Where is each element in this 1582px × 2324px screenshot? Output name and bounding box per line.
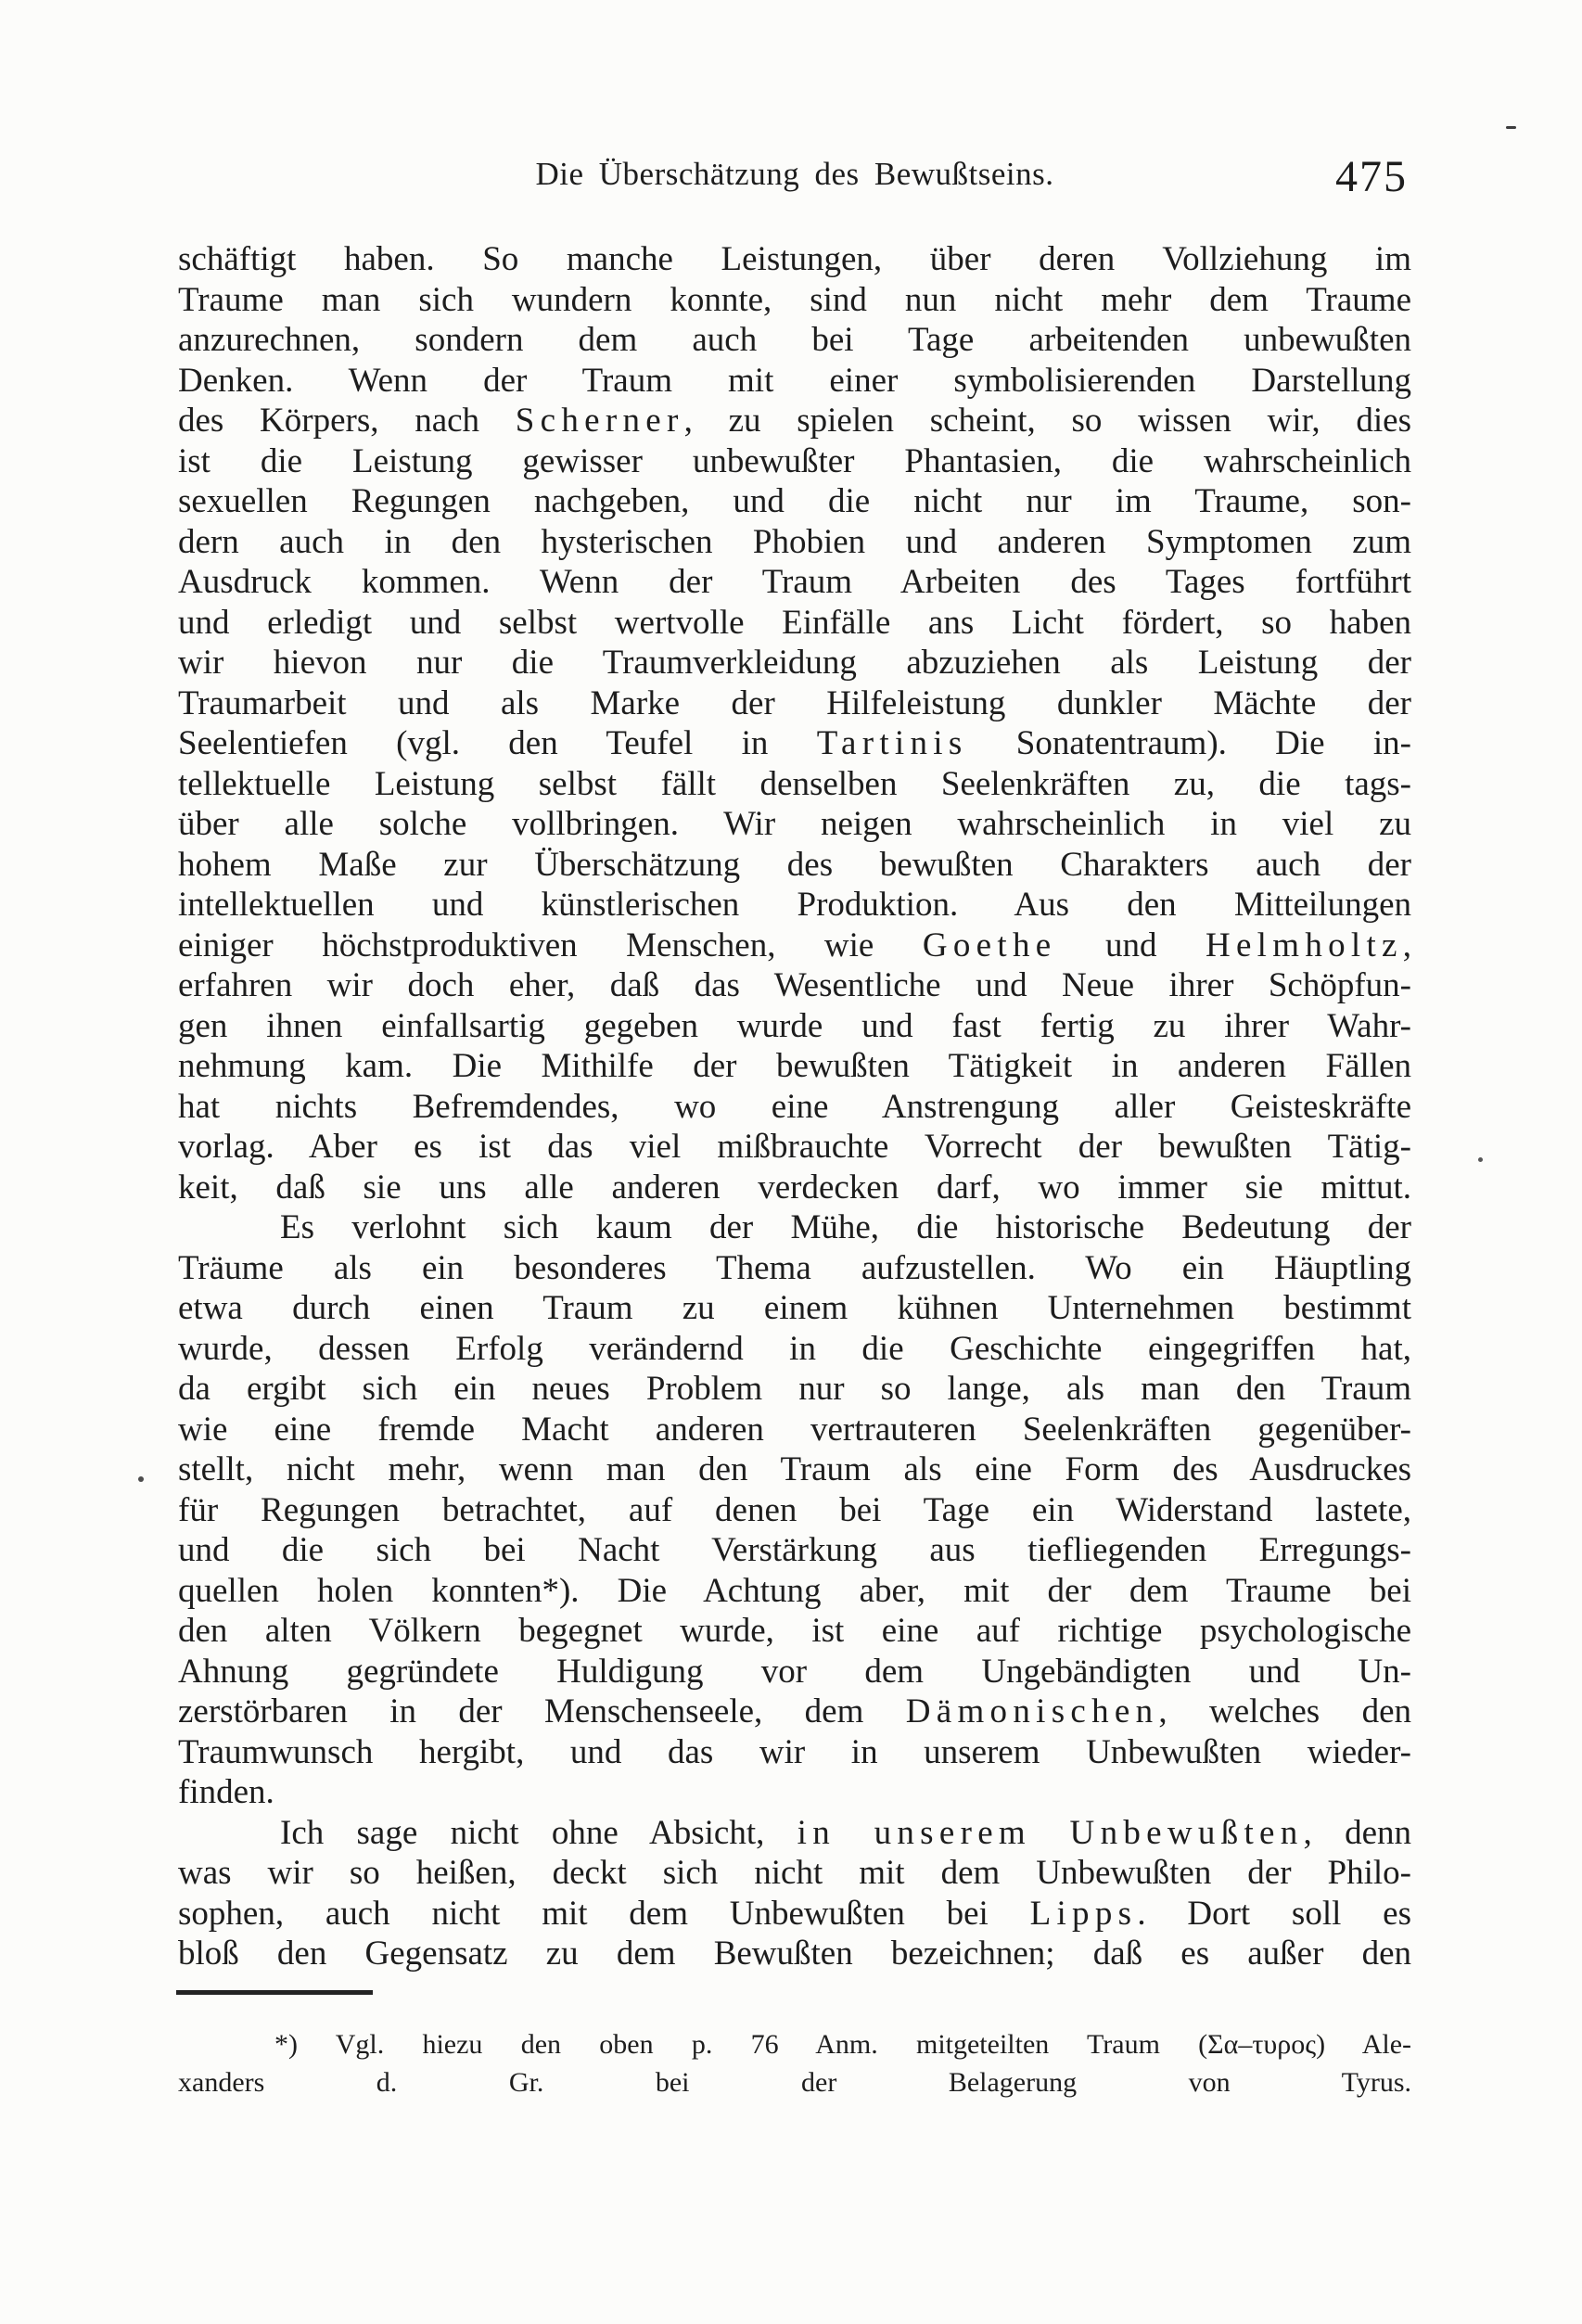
page-number: 475 (1335, 152, 1408, 201)
text-line: Traume man sich wundern konnte, sind nun nicht mehr dem Traume (178, 280, 1411, 319)
page-header (178, 145, 1411, 201)
text-line: sophen, auch nicht mit dem Unbewußten bei Lipps. Dort soll es (178, 1894, 1411, 1933)
text-line: quellen holen konnten*). Die Achtung aber, mit der dem Traume bei (178, 1571, 1411, 1610)
text-line: Träume als ein besonderes Thema aufzustellen. Wo ein Häuptling (178, 1248, 1411, 1287)
text-line: Es verlohnt sich kaum der Mühe, die historische Bedeutung der (280, 1208, 1411, 1246)
text-line: finden. (178, 1773, 274, 1811)
letterspaced-term: in unserem Unbewußten (797, 1813, 1304, 1852)
running-header-title: Die Überschätzung des Bewußtseins. (535, 156, 1054, 192)
body-text (178, 239, 1411, 1974)
text-line: wurde, dessen Erfolg verändernd in die Geschichte eingegriffen hat, (178, 1329, 1411, 1368)
text-line: gen ihnen einfallsartig gegeben wurde und fast fertig zu ihrer Wahr- (178, 1006, 1411, 1045)
text-line: keit, daß sie uns alle anderen verdecken darf, wo immer sie mittut. (178, 1168, 1411, 1207)
ink-speck (138, 1476, 144, 1482)
footnote (178, 2025, 1411, 2101)
text-line: hohem Maße zur Überschätzung des bewußten Charakters auch der (178, 845, 1411, 884)
text-line: Ausdruck kommen. Wenn der Traum Arbeiten des Tages fortführt (178, 563, 1411, 601)
text-line: Seelentiefen (vgl. den Teufel in Tartinis Sonatentraum). Die in- (178, 724, 1412, 762)
text-line: erfahren wir doch eher, daß das Wesentliche und Neue ihrer Schöpfun- (178, 966, 1411, 1004)
text-line: schäftigt haben. So manche Leistungen, über deren Vollziehung im (178, 240, 1411, 278)
letterspaced-term: Dämonischen (905, 1692, 1159, 1730)
text-line: xanders d. Gr. bei der Belagerung von Tyrus. (178, 2067, 1411, 2098)
text-line: des Körpers, nach Scherner, zu spielen scheint, so wissen wir, dies (178, 402, 1411, 440)
text-line: was wir so heißen, deckt sich nicht mit dem Unbewußten der Philo- (178, 1854, 1411, 1892)
letterspaced-term: Lipps (1029, 1894, 1138, 1933)
text-line: ist die Leistung gewisser unbewußter Phantasien, die wahrscheinlich (178, 441, 1411, 480)
text-line: Ich sage nicht ohne Absicht, in unserem Unbewußten, denn (280, 1813, 1411, 1852)
text-line: über alle solche vollbringen. Wir neigen wahrscheinlich in viel zu (178, 805, 1411, 843)
text-line: vorlag. Aber es ist das viel mißbrauchte Vorrecht der bewußten Tätig- (178, 1128, 1411, 1166)
text-line: für Regungen betrachtet, auf denen bei Tage ein Widerstand lastete, (178, 1490, 1411, 1529)
text-line: stellt, nicht mehr, wenn man den Traum als eine Form des Ausdruckes (178, 1450, 1411, 1488)
text-line: da ergibt sich ein neues Problem nur so lange, als man den Traum (178, 1370, 1411, 1408)
text-line: wir hievon nur die Traumverkleidung abzuziehen als Leistung der (178, 644, 1411, 682)
text-line: *) Vgl. hiezu den oben p. 76 Anm. mitgeteilten Traum (Σα–τυρος) Ale- (274, 2029, 1411, 2060)
text-line: und erledigt und selbst wertvolle Einfälle ans Licht fördert, so haben (178, 603, 1411, 642)
text-line: dern auch in den hysterischen Phobien und anderen Symptomen zum (178, 522, 1411, 561)
ink-speck (1478, 1157, 1483, 1162)
text-line: und die sich bei Nacht Verstärkung aus tiefliegenden Erregungs- (178, 1531, 1411, 1569)
text-line: hat nichts Befremdendes, wo eine Anstrengung aller Geisteskräfte (178, 1087, 1411, 1126)
letterspaced-term: Tartinis (816, 724, 968, 762)
footnote-separator (176, 1990, 373, 1995)
text-line: den alten Völkern begegnet wurde, ist eine auf richtige psychologische (178, 1612, 1411, 1650)
letterspaced-term: Scherner (515, 402, 684, 440)
text-line: intellektuellen und künstlerischen Produktion. Aus den Mitteilungen (178, 886, 1411, 924)
text-line: Traumarbeit und als Marke der Hilfeleistung dunkler Mächte der (178, 683, 1411, 722)
text-line: tellektuelle Leistung selbst fällt denselben Seelenkräften zu, die tags- (178, 764, 1411, 803)
text-line: zerstörbaren in der Menschenseele, dem Dämonischen, welches den (178, 1692, 1411, 1730)
text-line: Traumwunsch hergibt, und das wir in unserem Unbewußten wieder- (178, 1732, 1411, 1771)
ink-speck (1506, 126, 1516, 129)
text-line: nehmung kam. Die Mithilfe der bewußten Tätigkeit in anderen Fällen (178, 1047, 1411, 1085)
text-line: anzurechnen, sondern dem auch bei Tage arbeitenden unbewußten (178, 321, 1411, 359)
text-line: Ahnung gegründete Huldigung vor dem Ungebändigten und Un- (178, 1652, 1411, 1691)
text-line: etwa durch einen Traum zu einem kühnen Unternehmen bestimmt (178, 1289, 1411, 1327)
text-line: einiger höchstproduktiven Menschen, wie Goethe und Helmholtz, (178, 926, 1411, 964)
text-line: bloß den Gegensatz zu dem Bewußten bezeichnen; daß es außer den (178, 1935, 1411, 1973)
text-line: Denken. Wenn der Traum mit einer symbolisierenden Darstellung (178, 361, 1411, 400)
text-line: wie eine fremde Macht anderen vertrauteren Seelenkräften gegenüber- (178, 1410, 1411, 1449)
text-line: sexuellen Regungen nachgeben, und die nicht nur im Traume, son- (178, 482, 1411, 520)
letterspaced-term: Helmholtz (1205, 926, 1403, 964)
letterspaced-term: Goethe (922, 926, 1057, 964)
